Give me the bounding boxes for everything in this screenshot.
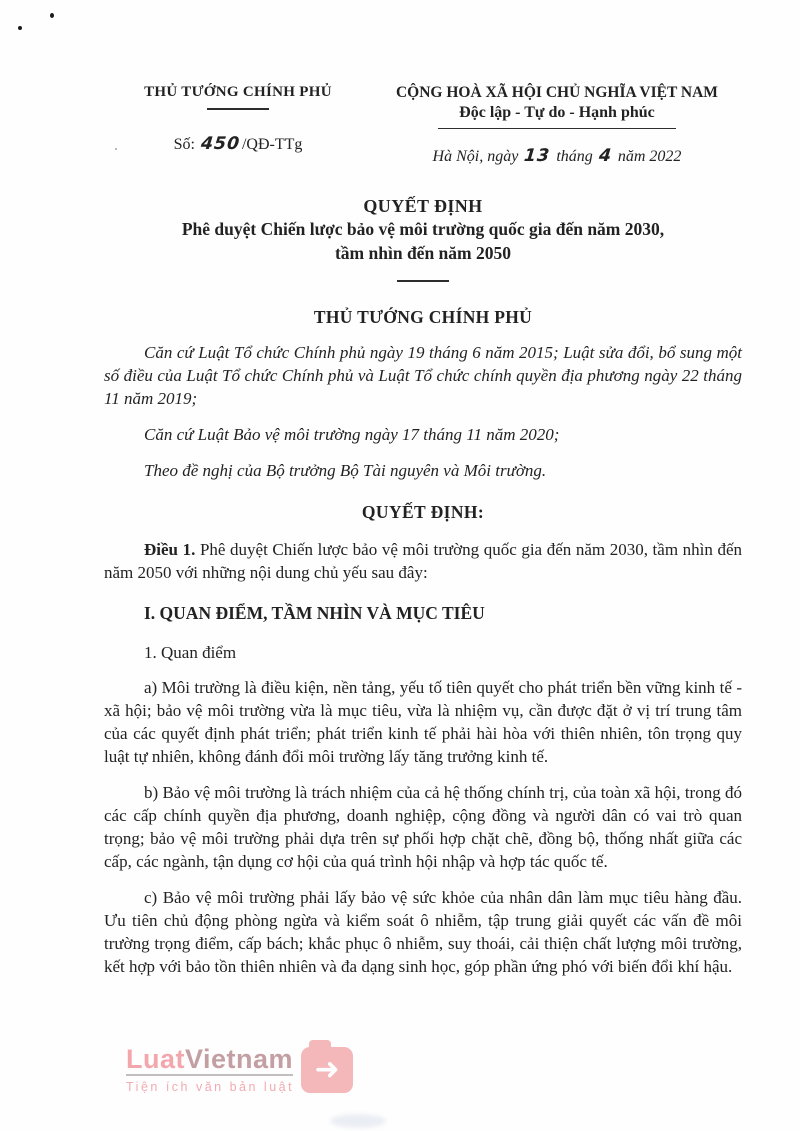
decree-heading: QUYẾT ĐỊNH: [361, 502, 485, 522]
scan-speck [115, 148, 117, 150]
brand-vietnam: Vietnam [185, 1044, 294, 1074]
scan-speck [18, 26, 22, 30]
national-motto: Độc lập - Tự do - Hạnh phúc [459, 104, 655, 121]
preamble-block [104, 341, 742, 482]
brand-tagline: Tiện ích văn bản luật [126, 1080, 295, 1094]
document-number-suffix: /QĐ-TTg [241, 136, 303, 153]
handwritten-document-number: 450 [199, 134, 242, 154]
motto-divider [438, 128, 676, 129]
document-header [104, 84, 742, 166]
preamble-paragraph: Theo đề nghị của Bộ trưởng Bộ Tài nguyên và Môi trường. [144, 461, 547, 480]
place-date-line [372, 146, 742, 166]
decision-kind: QUYẾT ĐỊNH [363, 196, 483, 216]
decision-title-block [104, 196, 742, 282]
document-number-prefix: Số: [173, 136, 199, 153]
title-divider [397, 280, 449, 282]
handwritten-day: 13 [523, 146, 552, 166]
section-1-heading: I. QUAN ĐIỂM, TẦM NHÌN VÀ MỤC TIÊU [144, 603, 485, 623]
decision-title-line2: tầm nhìn đến năm 2050 [334, 243, 511, 263]
brand-text [126, 1046, 293, 1076]
watermark-text-block [126, 1046, 294, 1094]
subsection-1-heading: 1. Quan điểm [144, 643, 237, 662]
article-1-paragraph [104, 538, 742, 584]
point-paragraph-b: b) Bảo vệ môi trường là trách nhiệm của cả hệ thống chính trị, của toàn xã hội, trong đó các cấp chính quyền địa phương, doanh nghiệp, cộng đồng và người dân có vai trò quan trọng; bảo vệ môi trường phải dựa trên sự phối hợp chặt chẽ, đồng bộ, thống nhất giữa các cấp, các ngành, tận dụng cơ hội của quá trình hội nhập và hợp tác quốc tế. [104, 783, 742, 871]
handwritten-month: 4 [597, 146, 613, 166]
right-arrow-icon: ➜ [314, 1053, 340, 1086]
point-paragraph-c: c) Bảo vệ môi trường phải lấy bảo vệ sức khỏe của nhân dân làm mục tiêu hàng đầu. Ưu tiên chủ động phòng ngừa và kiểm soát ô nhiễm, tập trung giải quyết các vấn đề môi trường trọng điểm, cấp bách; khắc phục ô nhiễm, suy thoái, cải thiện chất lượng môi trường, kết hợp với bảo tồn thiên nhiên và đa dạng sinh học, góp phần ứng phó với biến đổi khí hậu. [104, 888, 742, 976]
place-date-suffix: năm 2022 [613, 148, 682, 165]
place-date-mid: tháng [552, 148, 597, 165]
brand-luat: Luat [126, 1044, 185, 1074]
country-name: CỘNG HOÀ XÃ HỘI CHỦ NGHĨA VIỆT NAM [395, 84, 718, 101]
scan-speck [50, 13, 54, 18]
issuing-org-block [104, 84, 372, 166]
national-header-block [372, 84, 742, 166]
point-paragraph-a: a) Môi trường là điều kiện, nền tảng, yếu tố tiên quyết cho phát triển bền vững kinh tế - xã hội; bảo vệ môi trường vừa là mục tiêu, vừa là nhiệm vụ, cần được đặt ở vị trí trung tâm của các quyết định phát triển; phát triển kinh tế phải hài hòa với thiên nhiên, tôn trọng quy luật tự nhiên, không đánh đổi môi trường lấy tăng trưởng kinh tế. [104, 678, 742, 766]
preamble-paragraph: Căn cứ Luật Tổ chức Chính phủ ngày 19 tháng 6 năm 2015; Luật sửa đổi, bổ sung một số điều của Luật Tổ chức Chính phủ và Luật Tổ chức chính quyền địa phương ngày 22 tháng 11 năm 2019; [104, 343, 742, 408]
issuer-heading: THỦ TƯỚNG CHÍNH PHỦ [313, 307, 533, 327]
arrow-badge [301, 1047, 353, 1093]
decision-title-line1: Phê duyệt Chiến lược bảo vệ môi trường quốc gia đến năm 2030, [181, 219, 665, 239]
preamble-paragraph: Căn cứ Luật Bảo vệ môi trường ngày 17 tháng 11 năm 2020; [144, 425, 560, 444]
luatvietnam-watermark [126, 1046, 353, 1094]
article-1 [104, 538, 742, 584]
article-1-label: Điều 1. [144, 540, 196, 559]
document-number [104, 134, 372, 154]
issuing-org-name: THỦ TƯỚNG CHÍNH PHỦ [144, 84, 332, 100]
place-date-prefix: Hà Nội, ngày [432, 148, 523, 165]
scan-smudge [330, 1114, 386, 1128]
article-1-text: Phê duyệt Chiến lược bảo vệ môi trường quốc gia đến năm 2030, tầm nhìn đến năm 2050 với những nội dung chủ yếu sau đây: [104, 540, 743, 582]
org-divider [207, 108, 269, 110]
